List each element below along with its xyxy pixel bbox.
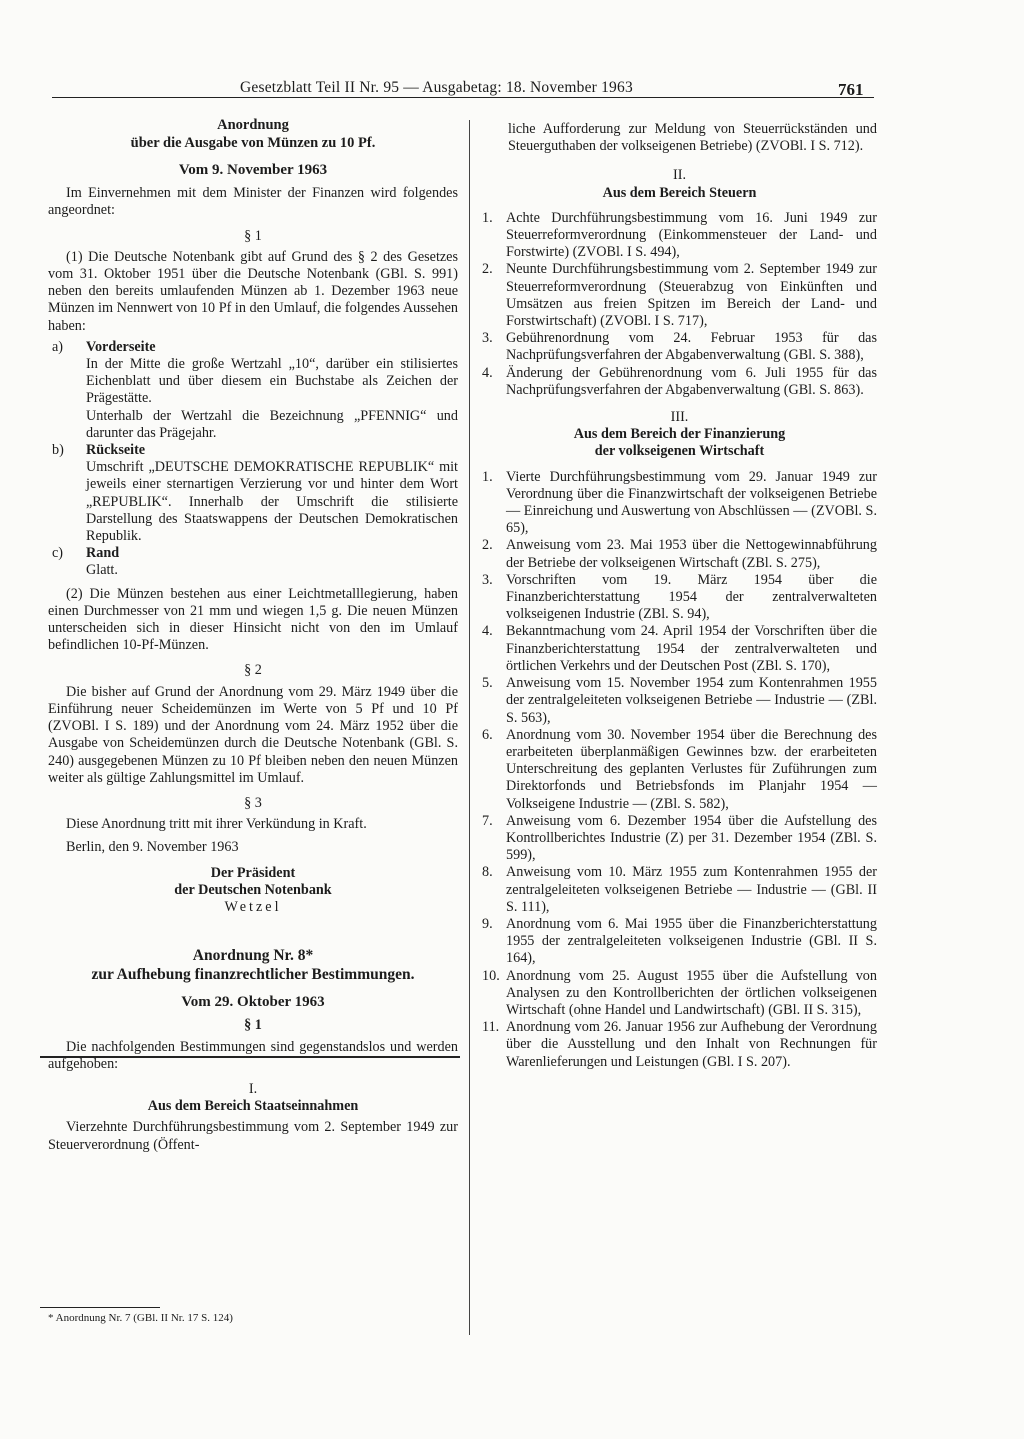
- section-2-heading: § 2: [244, 662, 262, 679]
- part-1-text: Vierzehnte Durchführungsbestimmung vom 2. September 1949 zur Steuerverordnung (Öffent-: [48, 1119, 458, 1153]
- list-item: [482, 537, 877, 571]
- list-item-text: Achte Durchführungsbestimmung vom 16. Juni 1949 zur Steuerreformverordnung (Einkommensteuer der Land- und Forstwirte) (ZVOBl. I S. 494),: [506, 209, 877, 261]
- item-a-text-2: Unterhalb der Wertzahl die Bezeichnung „PFENNIG“ und darunter das Prägejahr.: [86, 407, 458, 441]
- part-3-title-1: Aus dem Bereich der Finanzierung: [573, 426, 786, 443]
- part-2-list: [482, 210, 877, 399]
- item-c-label: c): [52, 545, 64, 562]
- signature-line-1: Der Präsident: [210, 864, 296, 881]
- part-1-number: I.: [248, 1080, 258, 1097]
- list-item-number: 7.: [482, 812, 493, 829]
- list-item-number: 3.: [482, 571, 493, 588]
- article2-title: Anordnung Nr. 8*: [192, 947, 314, 965]
- list-item-number: 3.: [482, 330, 493, 347]
- header-rule: [52, 97, 874, 98]
- continued-text: liche Aufforderung zur Meldung von Steuerrückständen und Steuerguthaben der volkseigenen Betriebe) (ZVOBl. I S. 712).: [508, 121, 877, 155]
- list-item-text: Anordnung vom 30. November 1954 über die Berechnung des erarbeiteten überplanmäßigen Gewinnes bzw. der erarbeiteten Unterschreitung des geplanten Verlustes für Zuführungen zum Direktorfonds und Betriebsfonds im Planjahr 1954 — Volkseigene Industrie — (ZBl. S. 582),: [506, 726, 877, 812]
- list-item: [482, 572, 877, 624]
- article1-intro: Im Einvernehmen mit dem Minister der Finanzen wird folgendes angeordnet:: [48, 185, 458, 219]
- list-item-number: 2.: [482, 537, 493, 554]
- list-item-number: 4.: [482, 364, 493, 381]
- list-item-text: Anordnung vom 25. August 1955 über die Aufstellung von Analysen zu den Kontrollberichten der örtlichen volkseigenen Wirtschaft (ohne Handel und Landwirtschaft) (GBl. II S. 315),: [506, 967, 877, 1018]
- item-b-text: Umschrift „DEUTSCHE DEMOKRATISCHE REPUBLIK“ mit jeweils einer sternartigen Verzierung vor und hinter dem Wort „REPUBLIK“. Innerhalb der Umschrift die stilisierte Darstellung des Staatswappens der Deutschen Demokratischen Republik.: [86, 459, 458, 545]
- article1-date: Vom 9. November 1963: [178, 162, 328, 178]
- list-item-text: Gebührenordnung vom 24. Februar 1953 für das Nachprüfungsverfahren der Abgabenverwaltung (GBl. S. 388),: [506, 330, 877, 364]
- list-item-text: Vorschriften vom 19. März 1954 über die Finanzberichterstattung 1954 der zentralverwalteten volkseigenen Industrie (ZBl. S. 94),: [506, 571, 877, 623]
- part-3-number: III.: [670, 409, 689, 426]
- list-item-number: 1.: [482, 209, 493, 226]
- article2-date: Vom 29. Oktober 1963: [181, 994, 325, 1011]
- section-3-text: Diese Anordnung tritt mit ihrer Verkündung in Kraft.: [66, 816, 367, 833]
- right-column: [482, 121, 877, 1071]
- list-item-number: 4.: [482, 623, 493, 640]
- list-item-c: [48, 545, 458, 579]
- article1-title: Anordnung: [217, 117, 289, 133]
- list-item: [482, 365, 877, 399]
- list-item-number: 11.: [482, 1019, 500, 1036]
- list-item: [482, 675, 877, 727]
- list-item: [482, 968, 877, 1020]
- list-item: [482, 261, 877, 330]
- list-item-number: 9.: [482, 915, 493, 932]
- list-item-text: Anweisung vom 10. März 1955 zum Kontenrahmen 1955 der zentralgeleiteten volkseigenen Betriebe — Industrie — (GBl. II S. 111),: [506, 864, 877, 915]
- section-2-text: Die bisher auf Grund der Anordnung vom 29. März 1949 über die Einführung neuer Scheidemünzen im Werte von 5 Pf und 10 Pf (ZVOBl. I S. 189) und der Anordnung vom 24. März 1952 über die Ausgabe von Scheidemünzen durch die Deutsche Notenbank (GBl. S. 240) ausgegebenen Münzen zu 10 Pf bleiben neben den neuen Münzen weiter als gültige Zahlungsmittel im Umlauf.: [48, 683, 458, 786]
- list-item-number: 1.: [482, 468, 493, 485]
- list-item: [482, 330, 877, 364]
- article2-subtitle: zur Aufhebung finanzrechtlicher Bestimmungen.: [91, 966, 415, 984]
- article2-section-1-heading: § 1: [244, 1017, 262, 1034]
- list-item-text: Bekanntmachung vom 24. April 1954 der Vorschriften über die Finanzberichterstattung 1954 der zentralverwalteten und örtlichen Verkehrs und der Deutschen Post (ZBl. S. 170),: [506, 623, 877, 674]
- list-item: [482, 864, 877, 916]
- footnote: * Anordnung Nr. 7 (GBl. II Nr. 17 S. 124): [48, 1312, 233, 1324]
- part-2-number: II.: [673, 167, 686, 184]
- list-item: [482, 1019, 877, 1071]
- part-1-title: Aus dem Bereich Staatseinnahmen: [147, 1098, 359, 1115]
- item-b-label: b): [52, 442, 64, 459]
- part-2-title: Aus dem Bereich Steuern: [602, 184, 757, 201]
- list-item-b: [48, 442, 458, 545]
- section-3-heading: § 3: [244, 794, 262, 811]
- list-item-a: [48, 339, 458, 442]
- list-item-number: 10.: [482, 967, 500, 984]
- place-date: Berlin, den 9. November 1963: [66, 839, 239, 856]
- column-divider: [469, 120, 470, 1335]
- list-item-text: Anweisung vom 6. Dezember 1954 über die Aufstellung des Kontrollberichtes Industrie (Z) per 31. Dezember 1954 (ZBl. S. 599),: [506, 812, 877, 864]
- list-item-text: Neunte Durchführungsbestimmung vom 2. September 1949 zur Steuerreformverordnung (Steuerabzug von Einkünften und Umsätzen aus freien Spitzen im Bereich der Land- und Forstwirtschaft) (ZVOBl. I S. 717),: [506, 261, 877, 330]
- list-item: [482, 469, 877, 538]
- list-item-text: Vierte Durchführungsbestimmung vom 29. Januar 1949 zur Verordnung über die Finanzwirtschaft der volkseigenen Betriebe — Einreichung und Auswertung von Abschlüssen — (ZVOBl. S. 65),: [506, 468, 877, 537]
- part-3-title-2: der volkseigenen Wirtschaft: [594, 443, 765, 460]
- list-item-text: Anordnung vom 6. Mai 1955 über die Finanzberichterstattung 1955 der zentralgeleiteten volkseigenen Industrie (GBl. II S. 164),: [506, 915, 877, 967]
- article1-subtitle: über die Ausgabe von Münzen zu 10 Pf.: [130, 135, 376, 151]
- list-item-text: Änderung der Gebührenordnung vom 6. Juli 1955 für das Nachprüfungsverfahren der Abgabenverwaltung (GBl. S. 863).: [506, 364, 877, 398]
- list-item: [482, 623, 877, 675]
- item-a-title: Vorderseite: [86, 338, 156, 355]
- page-number: 761: [838, 80, 864, 99]
- section-1-heading: § 1: [244, 227, 262, 244]
- list-item-text: Anordnung vom 26. Januar 1956 zur Aufhebung der Verordnung über die Ausstellung und den Inhalt von Rechnungen für Warenlieferungen und Leistungen (GBl. I S. 207).: [506, 1019, 877, 1070]
- running-header: Gesetzblatt Teil II Nr. 95 — Ausgabetag: 18. November 1963: [240, 79, 633, 96]
- list-item-number: 5.: [482, 675, 493, 692]
- section-1-para-2: (2) Die Münzen bestehen aus einer Leichtmetalllegierung, haben einen Durchmesser von 21 mm und wiegen 1,5 g. Die neuen Münzen unterscheiden sich in dieser Hinsicht nicht von den im Umlauf befindlichen 10-Pf-Münzen.: [48, 585, 458, 654]
- signature-line-2: der Deutschen Notenbank: [174, 881, 332, 898]
- list-item-number: 2.: [482, 261, 493, 278]
- list-item: [482, 727, 877, 813]
- item-a-label: a): [52, 338, 64, 355]
- item-a-text-1: In der Mitte die große Wertzahl „10“, darüber ein stilisiertes Eichenblatt und über diesem ein Buchstabe als Zeichen der Prägestätte.: [86, 356, 458, 407]
- list-item: [482, 916, 877, 968]
- part-3-list: [482, 469, 877, 1071]
- item-b-title: Rückseite: [86, 442, 146, 459]
- list-item: [482, 813, 877, 865]
- list-item: [482, 210, 877, 262]
- item-c-title: Rand: [86, 545, 120, 562]
- section-1-para-1: (1) Die Deutsche Notenbank gibt auf Grund des § 2 des Gesetzes vom 31. Oktober 1951 über die Deutsche Notenbank (GBl. S. 991) neben den bereits umlaufenden Münzen ab 1. Dezember 1963 neue Münzen im Nennwert von 10 Pf in den Umlauf, die folgendes Aussehen haben:: [48, 248, 458, 334]
- list-item-number: 8.: [482, 864, 493, 881]
- signature-name: Wetzel: [224, 898, 282, 915]
- item-c-text: Glatt.: [86, 562, 118, 579]
- article2-section-1-text: Die nachfolgenden Bestimmungen sind gegenstandslos und werden aufgehoben:: [48, 1038, 458, 1072]
- left-column: [48, 116, 458, 1154]
- footnote-rule: [40, 1307, 160, 1308]
- list-item-text: Anweisung vom 23. Mai 1953 über die Nettogewinnabführung der Betriebe der volkseigenen Wirtschaft (ZBl. S. 275),: [506, 537, 877, 571]
- list-item-text: Anweisung vom 15. November 1954 zum Kontenrahmen 1955 der zentralgeleiteten volkseigenen Betriebe — Industrie — (ZBl. S. 563),: [506, 675, 877, 726]
- list-item-number: 6.: [482, 726, 493, 743]
